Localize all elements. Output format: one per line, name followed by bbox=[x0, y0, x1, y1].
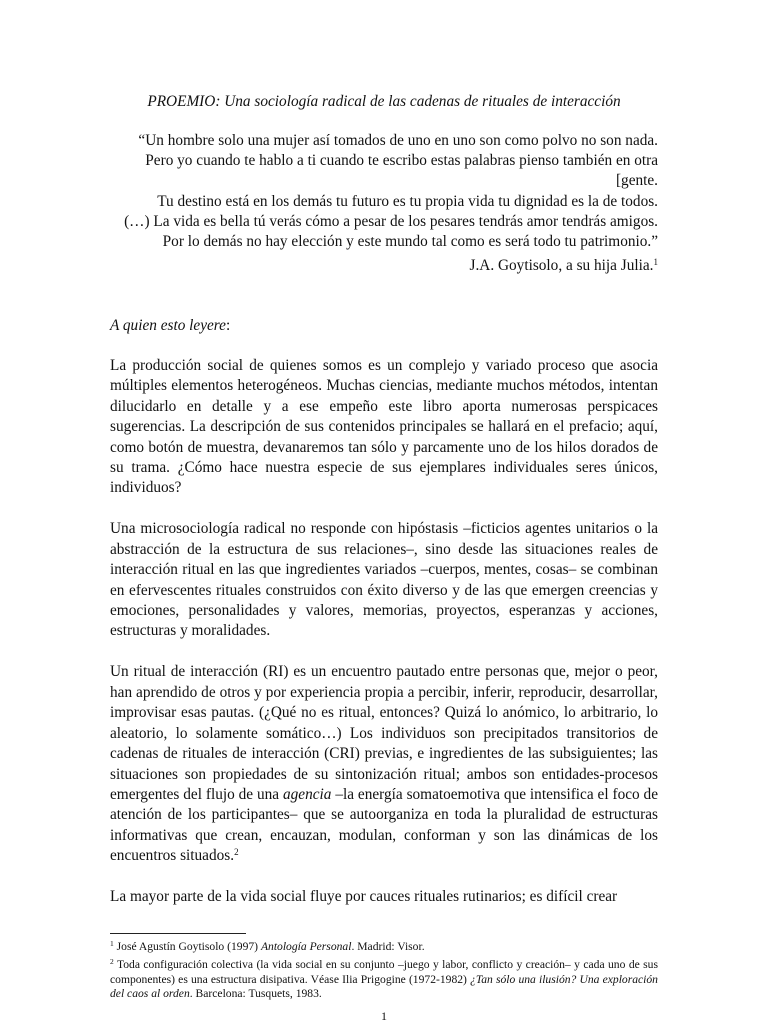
footnote-1-book-title: Antología Personal bbox=[260, 940, 352, 953]
epigraph-line: Tu destino está en los demás tu futuro es tu propia vida tu dignidad es la de todos. bbox=[157, 192, 658, 210]
paragraph-4: La mayor parte de la vida social fluye por cauces rituales rutinarios; es difícil crear bbox=[110, 888, 618, 906]
epigraph bbox=[110, 131, 658, 276]
page-title: PROEMIO: Una sociología radical de las cadenas de rituales de interacción bbox=[147, 93, 621, 110]
epigraph-line: [gente. bbox=[615, 172, 658, 190]
footnote-ref-2[interactable]: 2 bbox=[234, 847, 239, 858]
epigraph-line: Por lo demás no hay elección y este mundo tal como es será todo tu patrimonio.” bbox=[162, 233, 658, 251]
footnote-2-text-a: Toda configuración colectiva (la vida social en su conjunto –juego y labor, conflicto y creación– y cada uno de sus componentes) es una estructura disipativa. Véase Ilia Prigogine (1972-1982) bbox=[110, 958, 658, 986]
footnote-2-book-title: ¿Tan sólo una ilusión? Una exploración del caos al orden bbox=[110, 972, 658, 1001]
epigraph-attribution bbox=[110, 252, 658, 276]
footnote-2-text-b: . Barcelona: Tusquets, 1983. bbox=[189, 987, 322, 1001]
salutation bbox=[110, 316, 230, 336]
paragraph-3-text-b: –la energía somatoemotiva que intensifica el foco de atención de los participantes– que se autoorganiza en toda la pluralidad de estructuras informativas que crean, encauzan, modulan, conforman y son las dinámicas de los encuentros situados. bbox=[110, 785, 658, 865]
attribution-text: J.A. Goytisolo, a su hija Julia. bbox=[469, 257, 654, 275]
footnotes bbox=[110, 940, 658, 1006]
footnote-2 bbox=[110, 958, 658, 1001]
footnote-2-number: 2 bbox=[110, 957, 114, 967]
epigraph-line: (…) La vida es bella tú verás cómo a pesar de los pesares tendrás amor tendrás amigos. bbox=[124, 212, 658, 230]
paragraph-3-text-a: Un ritual de interacción (RI) es un encuentro pautado entre personas que, mejor o peor, han aprendido de otros y por experiencia propia a percibir, inferir, reproducir, desarrollar, improvisar esas pautas. (¿Qué no es ritual, entonces? Quizá lo anómico, lo arbitrario, lo aleatorio, lo solamente somático…) Los individuos son precipitados transitorios de cadenas de rituales de interacción (CRI) previas, e ingredientes de las subsiguientes; las situaciones son propiedades de su sintonización ritual; ambos son entidades-procesos emergentes del flujo de una bbox=[110, 663, 658, 803]
footnote-ref-1[interactable]: 1 bbox=[653, 257, 658, 268]
salutation-colon: : bbox=[225, 317, 231, 334]
footnote-1-number: 1 bbox=[110, 939, 114, 948]
agencia-term: agencia bbox=[283, 785, 332, 803]
body-text bbox=[110, 356, 658, 928]
epigraph-line: “Un hombre solo una mujer así tomados de uno en uno son como polvo no son nada. bbox=[138, 132, 658, 149]
footnote-1-text-b: . Madrid: Visor. bbox=[351, 940, 425, 953]
salutation-text: A quien esto leyere bbox=[110, 317, 226, 334]
paragraph-2: Una microsociología radical no responde con hipóstasis –ficticios agentes unitarios o la abstracción de la estructura de sus relaciones–, sino desde las situaciones reales de interacción ritual en las que ingredientes variados –cuerpos, mentes, cosas– se combinan en efervescentes rituales construidos con éxito diverso y de las que emergen creencias y emociones, personalidades y valores, memorias, proyectos, esperanzas y acciones, estructuras y moralidades. bbox=[110, 520, 658, 640]
footnote-1 bbox=[110, 940, 658, 954]
footnote-divider bbox=[110, 933, 246, 934]
paragraph-1: La producción social de quienes somos es un complejo y variado proceso que asocia múltiples elementos heterogéneos. Muchas ciencias, mediante muchos métodos, intentan dilucidarlo en detalle y a ese empeño este libro aporta numerosas perspicaces sugerencias. La descripción de sus contenidos principales se hallará en el prefacio; aquí, como botón de muestra, devanaremos tan sólo y parcamente uno de los hilos dorados de su trama. ¿Cómo hace nuestra especie de sus ejemplares individuales seres únicos, individuos? bbox=[110, 357, 658, 497]
epigraph-line: Pero yo cuando te hablo a ti cuando te escribo estas palabras pienso también en otra bbox=[145, 152, 658, 170]
paragraph-3 bbox=[110, 662, 658, 866]
footnote-1-text-a: José Agustín Goytisolo (1997) bbox=[113, 940, 261, 953]
page-number: 1 bbox=[381, 1009, 387, 1023]
